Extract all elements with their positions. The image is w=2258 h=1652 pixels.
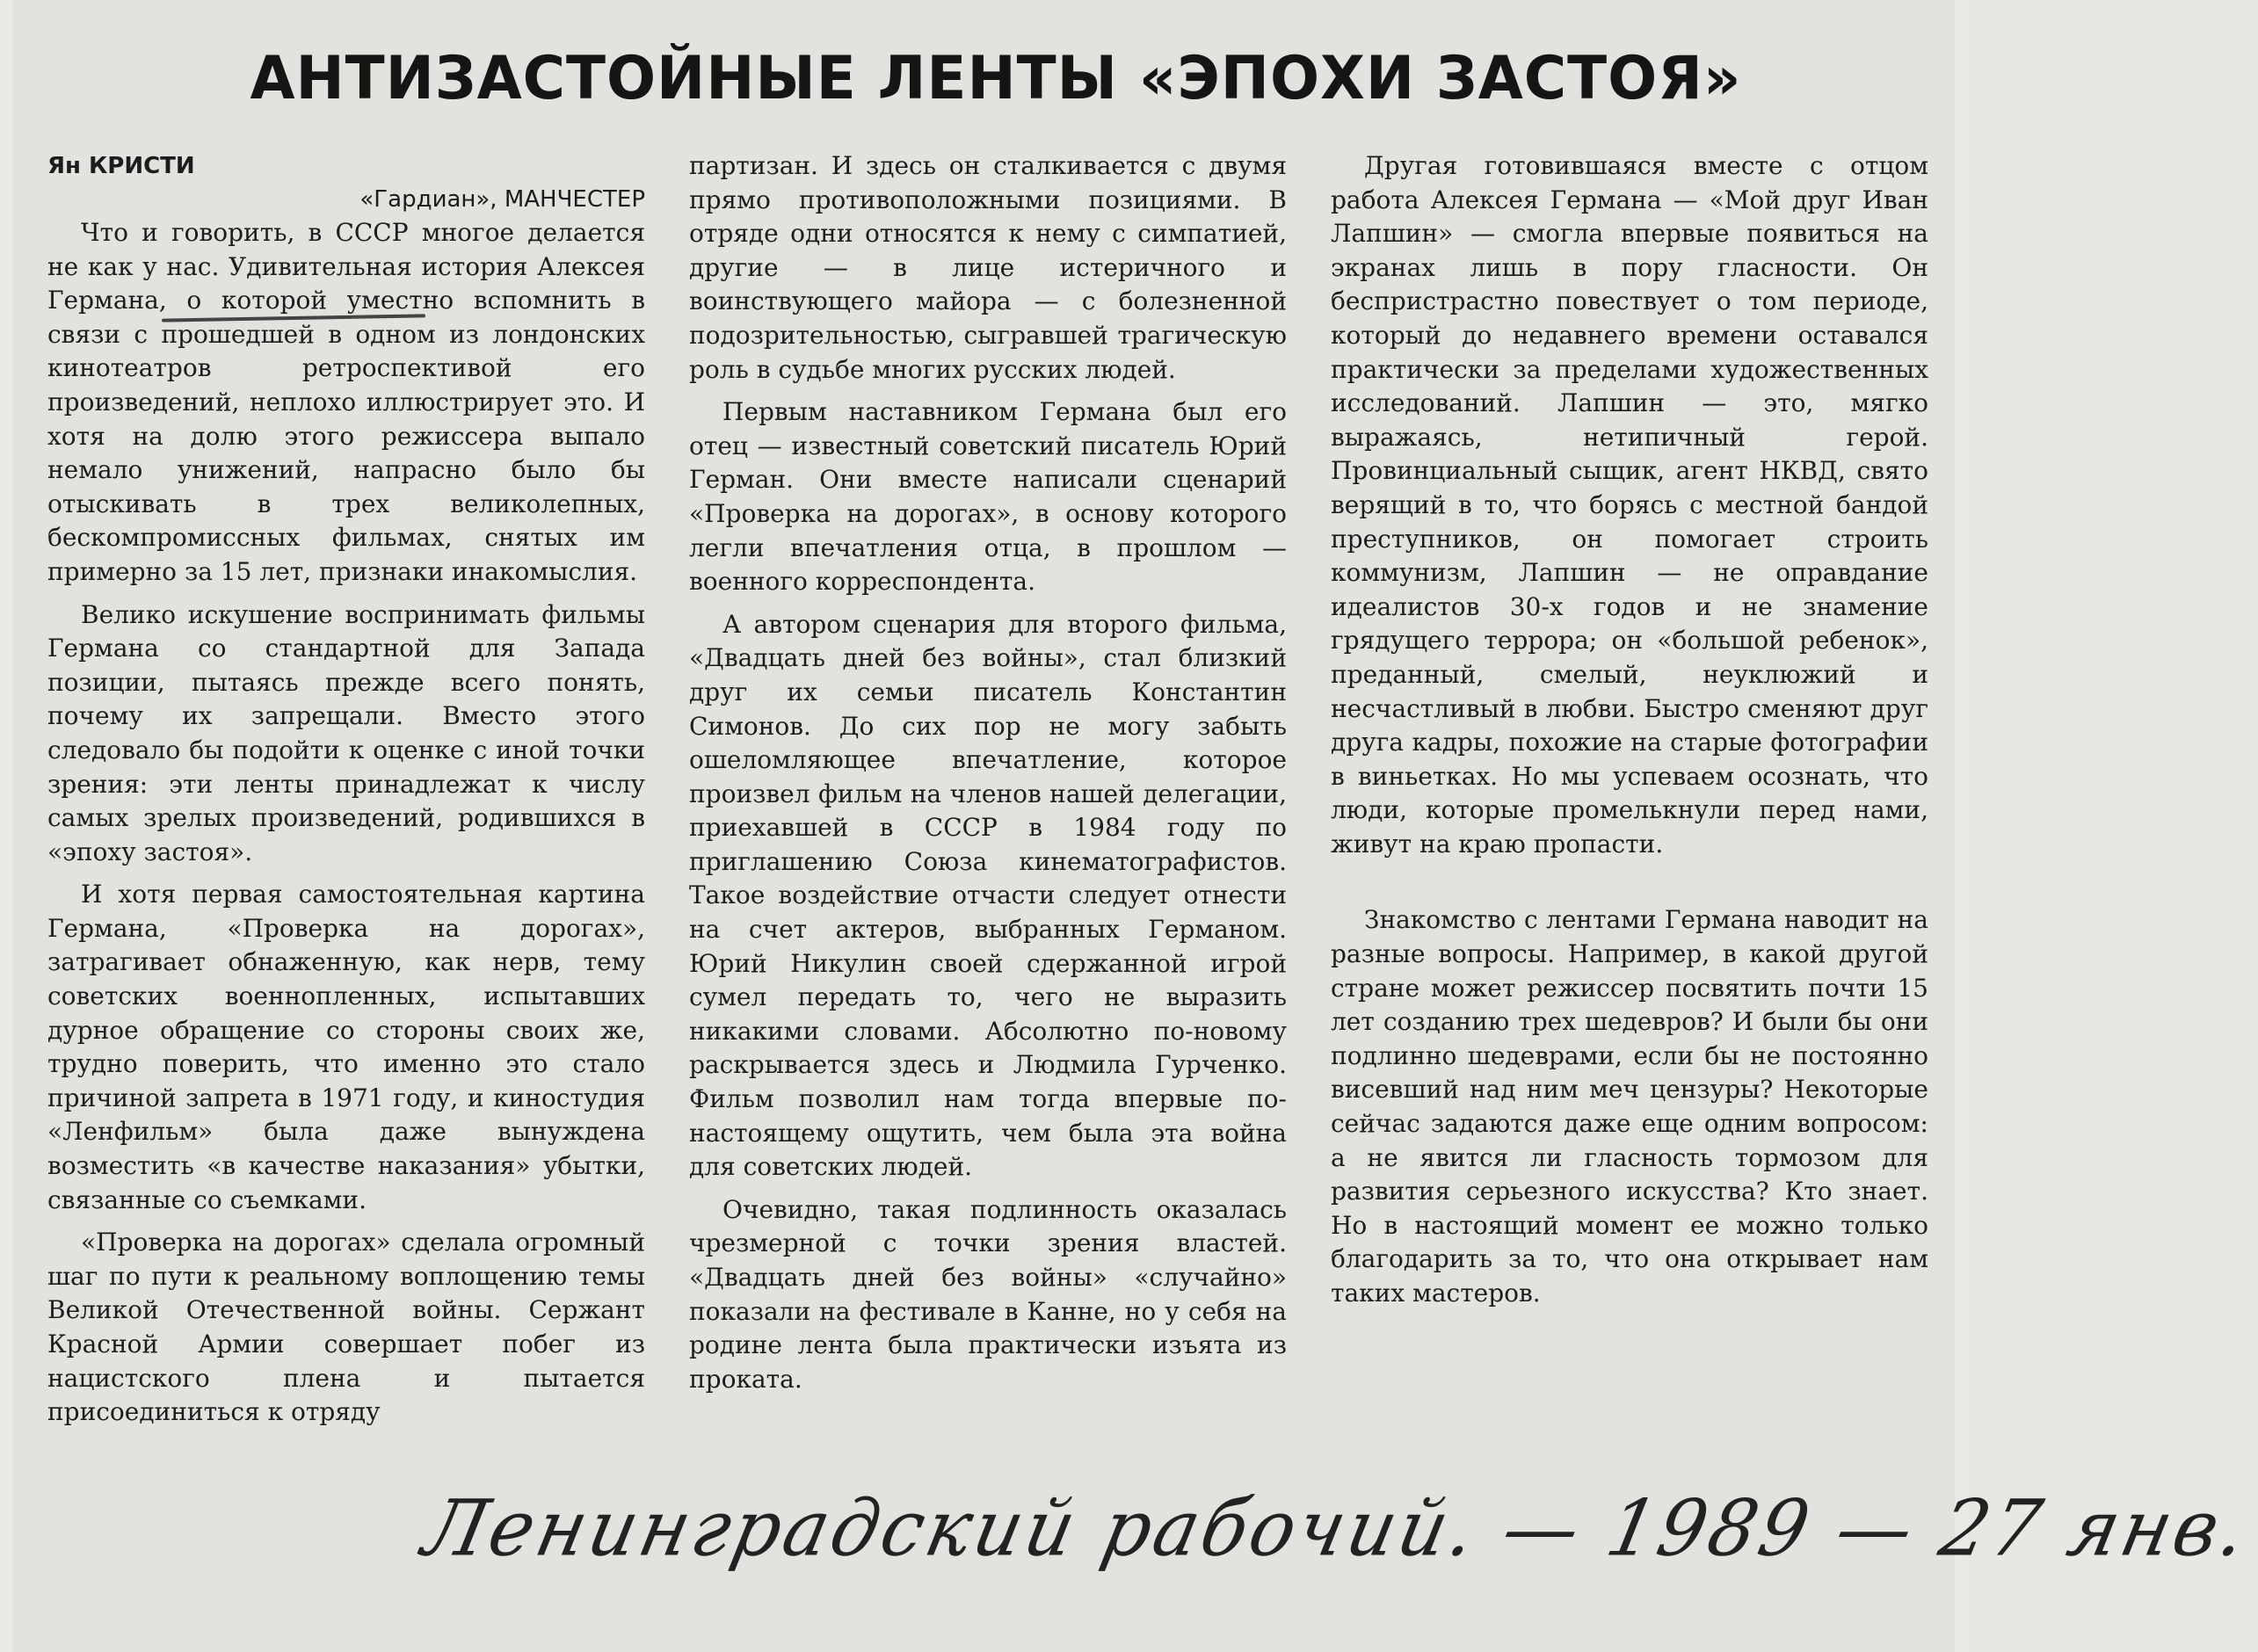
paragraph: Очевидно, такая подлинность оказалась чрезмерной с точки зрения властей. «Двадцать дней без войны» «случайно» показали на фестивале в Канне, но у себя на родине лента была практически изъята из проката. [689, 1194, 1287, 1394]
column-2 [689, 149, 1287, 1405]
paragraph: Велико искушение воспринимать фильмы Германа со стандартной для Запада позиции, пытаясь прежде всего понять, почему их запрещали. Вместо этого следовало бы подойти к оценке с иной точки зрения: эти ленты принадлежат к числу самых зрелых произведений, родившихся в «эпоху застоя». [47, 599, 645, 866]
newspaper-clipping [12, 0, 2258, 1652]
article-source: «Гардиан», МАНЧЕСТЕР [359, 186, 645, 213]
paragraph: Другая готовившаяся вместе с отцом работа Алексея Германа — «Мой друг Иван Лапшин» — смогла впервые появиться на экранах лишь в пору гласности. Он беспристрастно повествует о том периоде, который до недавнего времени оставался практически за пределами художественных исследований. Лапшин — это, мягко выражаясь, нетипичный герой. Провинциальный сыщик, агент НКВД, свято верящий в то, что борясь с местной бандой преступников, он помогает строить коммунизм, Лапшин — не оправдание идеалистов 30-х годов и не знамение грядущего террора; он «большой ребенок», преданный, смелый, неуклюжий и несчастливый в любви. Быстро сменяют друг друга кадры, похожие на старые фотографии в виньетках. Но мы успеваем осознать, что люди, которые промелькнули перед нами, живут на краю пропасти. [1331, 151, 1928, 859]
paragraph: Первым наставником Германа был его отец — известный советский писатель Юрий Герман. Они вместе написали сценарий «Проверка на дорогах», в основу которого легли впечатления отца, в прошлом — военного корреспондента. [689, 397, 1287, 597]
paragraph: И хотя первая самостоятельная картина Германа, «Проверка на дорогах», затрагивает обнаженную, как нерв, тему советских военнопленных, испытавших дурное обращение со стороны своих же, трудно поверить, что именно это стало причиной запрета в 1971 году, и киностудия «Ленфильм» была даже вынуждена возместить «в качестве наказания» убытки, связанные со съемками. [47, 880, 645, 1214]
paragraph: «Проверка на дорогах» сделала огромный шаг по пути к реальному воплощению темы Великой Отечественной войны. Сержант Красной Армии совершает побег из нацистского плена и пытается присоединиться к отряду [47, 1228, 645, 1427]
paragraph: партизан. И здесь он сталкивается с двумя прямо противоположными позициями. В отряде одни относятся к нему с симпатией, другие — в лице истеричного и воинствующего майора — с болезненной подозрительностью, сыгравшей трагическую роль в судьбе многих русских людей. [689, 151, 1287, 384]
column-3 [1331, 149, 1928, 1320]
article-author: Ян КРИСТИ [47, 153, 195, 179]
paragraph: А автором сценария для второго фильма, «Двадцать дней без войны», стал близкий друг их семьи писатель Константин Симонов. До сих пор не могу забыть ошеломляющее впечатление, которое произвел фильм на членов нашей делегации, приехавшей в СССР в 1984 году по приглашению Союза кинематографистов. Такое воздействие отчасти следует отнести на счет актеров, выбранных Германом. Юрий Никулин своей сдержанной игрой сумел передать то, чего не выразить никакими словами. Абсолютно по-новому раскрывается здесь и Людмила Гурченко. Фильм позволил нам тогда впервые по-настоящему ощутить, чем была эта война для советских людей. [689, 609, 1287, 1182]
paragraph: Что и говорить, в СССР многое делается не как у нас. Удивительная история Алексея Германа, о которой уместно вспомнить в связи с прошедшей в одном из лондонских кинотеатров ретроспективой его произведений, неплохо иллюстрирует это. И хотя на долю этого режиссера выпало немало унижений, напрасно было бы отыскивать в трех великолепных, бескомпромиссных фильмах, снятых им примерно за 15 лет, признаки инакомыслия. [47, 218, 645, 586]
handwritten-note [416, 1482, 2258, 1590]
byline [47, 149, 645, 216]
paragraph: Знакомство с лентами Германа наводит на разные вопросы. Например, в какой другой стране может режиссер посвятить почти 15 лет созданию трех шедевров? И были бы они подлинно шедеврами, если бы не постоянно висевший над ним меч цензуры? Некоторые сейчас задаются даже еще одним вопросом: а не явится ли гласность тормозом для развития серьезного искусства? Кто знает. Но в настоящий момент ее можно только благодарить за то, что она открывает нам таких мастеров. [1331, 905, 1928, 1308]
column-1 [47, 216, 645, 1438]
handwritten-note-text: Ленинградский рабочий. — 1989 — 27 янв. [416, 1482, 2258, 1574]
article-headline: АНТИЗАСТОЙНЫЕ ЛЕНТЫ «ЭПОХИ ЗАСТОЯ» [250, 44, 1742, 113]
